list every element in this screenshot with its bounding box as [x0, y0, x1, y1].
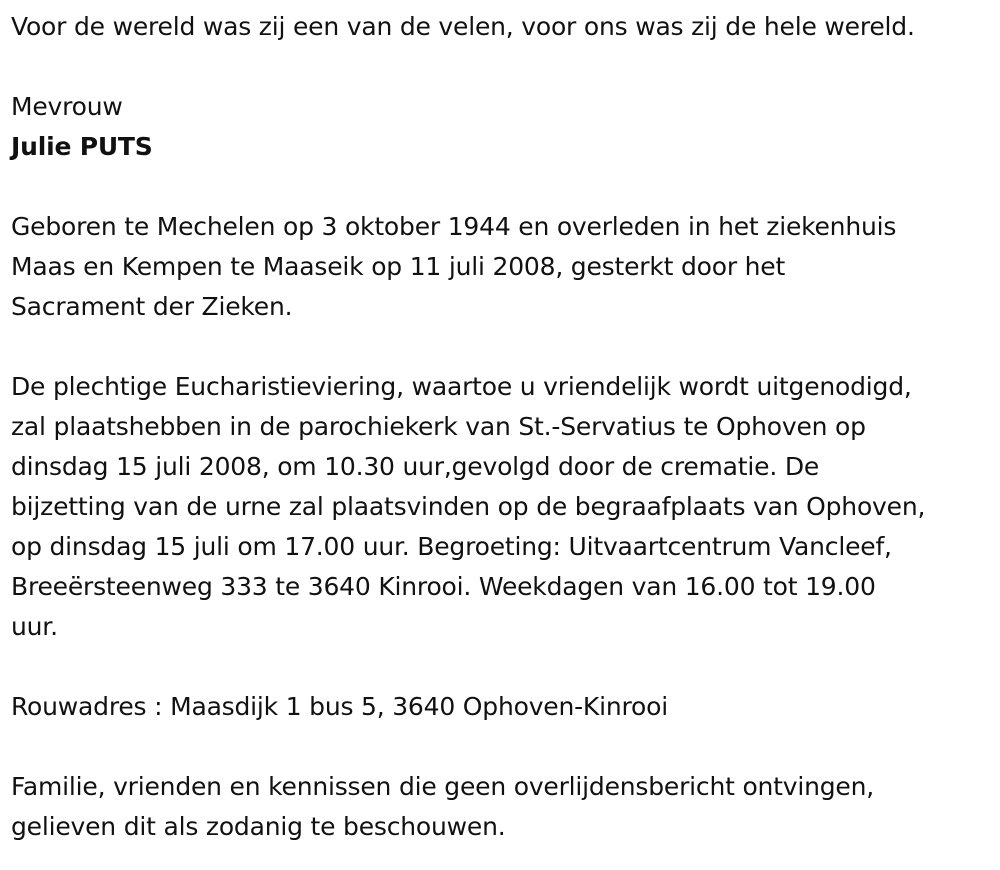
salutation: Mevrouw [11, 92, 123, 121]
obituary-notice [11, 7, 996, 847]
paragraph-line: Breeërsteenweg 333 te 3640 Kinrooi. Weekdagen van 16.00 tot 19.00 [11, 572, 876, 601]
ceremony-paragraph [11, 367, 996, 647]
paragraph-line: op dinsdag 15 juli om 17.00 uur. Begroeting: Uitvaartcentrum Vancleef, [11, 532, 892, 561]
paragraph-line: Maas en Kempen te Maaseik op 11 juli 2008, gesterkt door het [11, 252, 786, 281]
paragraph-line: bijzetting van de urne zal plaatsvinden op de begraafplaats van Ophoven, [11, 492, 926, 521]
paragraph-line: De plechtige Eucharistieviering, waartoe u vriendelijk wordt uitgenodigd, [11, 372, 912, 401]
paragraph-line: gelieven dit als zodanig te beschouwen. [11, 812, 506, 841]
closing-paragraph [11, 767, 996, 847]
paragraph-line: Sacrament der Zieken. [11, 292, 293, 321]
spacer [11, 727, 996, 767]
paragraph-line: Geboren te Mechelen op 3 oktober 1944 en overleden in het ziekenhuis [11, 212, 897, 241]
spacer [11, 167, 996, 207]
spacer [11, 47, 996, 87]
paragraph-line: uur. [11, 612, 58, 641]
paragraph-line: zal plaatshebben in de parochiekerk van St.-Servatius te Ophoven op [11, 412, 866, 441]
mourning-address: Rouwadres : Maasdijk 1 bus 5, 3640 Ophoven-Kinrooi [11, 692, 668, 721]
spacer [11, 647, 996, 687]
deceased-name: Julie PUTS [11, 132, 153, 161]
paragraph-line: Familie, vrienden en kennissen die geen overlijdensbericht ontvingen, [11, 772, 875, 801]
spacer [11, 327, 996, 367]
birth-death-paragraph [11, 207, 996, 327]
motto: Voor de wereld was zij een van de velen, voor ons was zij de hele wereld. [11, 12, 915, 41]
paragraph-line: dinsdag 15 juli 2008, om 10.30 uur,gevolgd door de crematie. De [11, 452, 820, 481]
